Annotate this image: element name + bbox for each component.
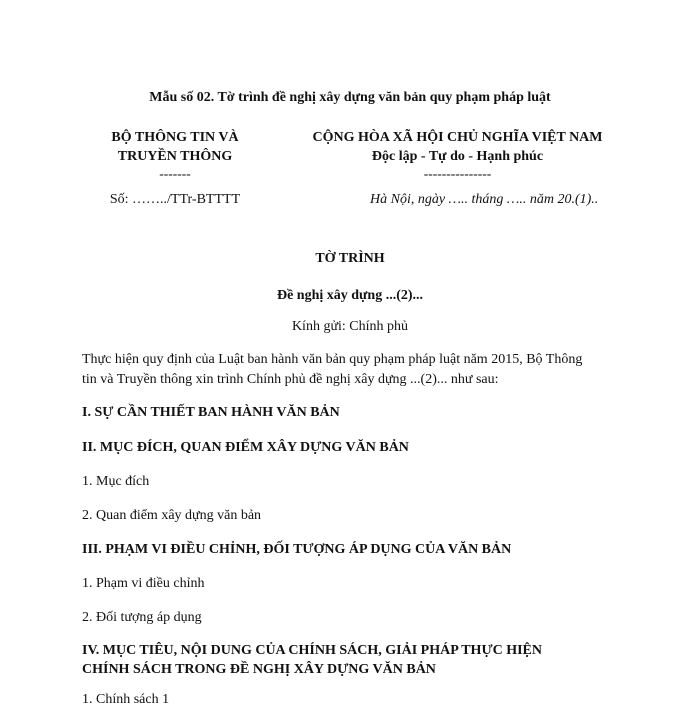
section-3-item-2: 2. Đối tượng áp dụng: [82, 610, 202, 625]
nation-title: CỘNG HÒA XÃ HỘI CHỦ NGHĨA VIỆT NAM: [312, 130, 603, 145]
document-number: Số: ……../TTr-BTTTT: [109, 192, 241, 207]
recipient: Kính gửi: Chính phủ: [291, 319, 409, 334]
document-type: TỜ TRÌNH: [315, 251, 385, 266]
place-date: Hà Nội, ngày ….. tháng ….. năm 20.(1)..: [370, 192, 599, 207]
section-2-item-2: 2. Quan điểm xây dựng văn bản: [82, 508, 262, 523]
section-3-heading: III. PHẠM VI ĐIỀU CHỈNH, ĐỐI TƯỢNG ÁP DỤNG CỦA VĂN BẢN: [82, 542, 512, 557]
section-1-heading: I. SỰ CẦN THIẾT BAN HÀNH VĂN BẢN: [82, 405, 340, 420]
form-title: Mẫu số 02. Tờ trình đề nghị xây dựng văn bản quy phạm pháp luật: [149, 90, 551, 105]
section-2-item-1: 1. Mục đích: [82, 474, 150, 489]
document-subject: Đề nghị xây dựng ...(2)...: [276, 288, 424, 303]
section-4-heading-line-2: CHÍNH SÁCH TRONG ĐỀ NGHỊ XÂY DỰNG VĂN BẢN: [82, 662, 436, 677]
intro-line-2: tin và Truyền thông xin trình Chính phủ đề nghị xây dựng ...(2)... như sau:: [82, 372, 499, 387]
motto-separator: ---------------: [423, 166, 492, 181]
section-2-heading: II. MỤC ĐÍCH, QUAN ĐIỂM XÂY DỰNG VĂN BẢN: [82, 440, 409, 455]
intro-line-1: Thực hiện quy định của Luật ban hành văn bản quy phạm pháp luật năm 2015, Bộ Thông: [82, 352, 583, 367]
national-motto: Độc lập - Tự do - Hạnh phúc: [371, 149, 544, 164]
section-4-item-1: 1. Chính sách 1: [82, 692, 170, 707]
org-name-line2: TRUYỀN THÔNG: [117, 149, 233, 164]
org-separator: -------: [159, 166, 191, 181]
section-4-heading-line-1: IV. MỤC TIÊU, NỘI DUNG CỦA CHÍNH SÁCH, GIẢI PHÁP THỰC HIỆN: [82, 643, 542, 658]
org-name-line1: BỘ THÔNG TIN VÀ: [111, 130, 239, 145]
section-3-item-1: 1. Phạm vi điều chỉnh: [82, 576, 205, 591]
